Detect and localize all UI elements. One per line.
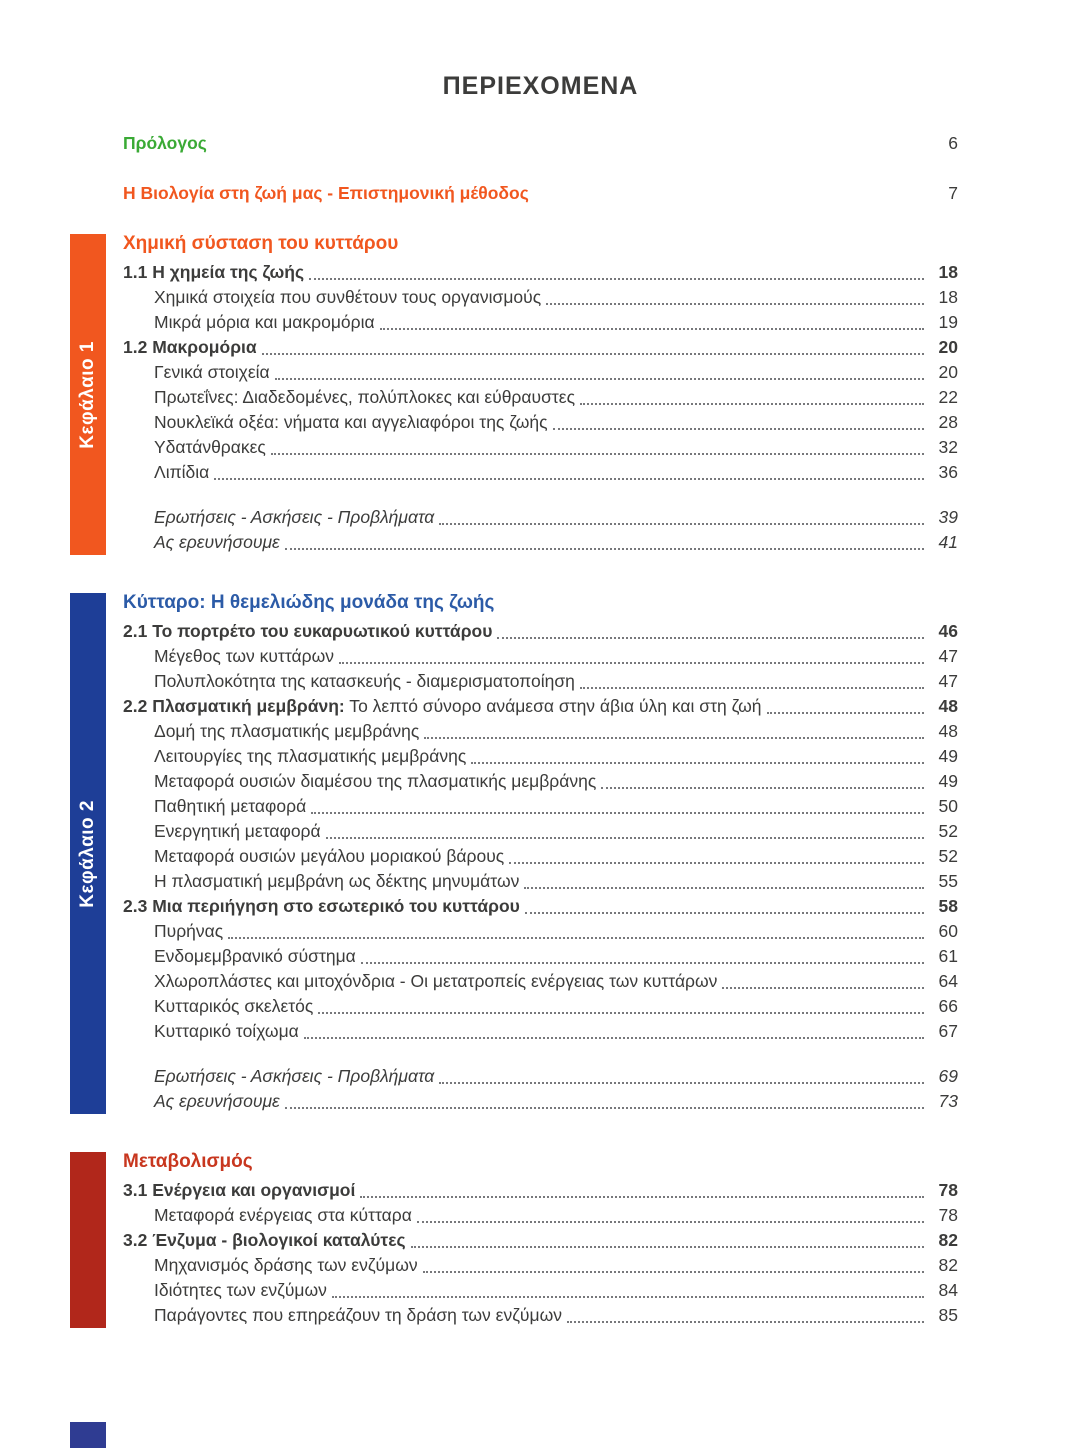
- page-number: 48: [938, 696, 958, 716]
- entry-label: Νουκλεϊκά οξέα: νήματα και αγγελιαφόροι της ζωής: [154, 412, 548, 432]
- toc-entry: [123, 260, 958, 285]
- chapter-heading: Κύτταρο: Η θεμελιώδης μονάδα της ζωής: [123, 592, 495, 613]
- entry-label: Δομή της πλασματικής μεμβράνης: [154, 721, 420, 741]
- toc-entry: [123, 794, 958, 819]
- page-number: 7: [948, 183, 958, 203]
- chapter-bar: [70, 1152, 106, 1328]
- dot-leader: [214, 478, 924, 480]
- dot-leader: [326, 837, 924, 839]
- page-number: 47: [938, 671, 958, 691]
- toc-entry: [123, 310, 958, 335]
- page-number: 78: [938, 1205, 958, 1225]
- entry-label: Παθητική μεταφορά: [154, 796, 307, 816]
- page-number: 49: [938, 771, 958, 791]
- toc-entry: [123, 435, 958, 460]
- dot-leader: [271, 453, 924, 455]
- page-number: 55: [938, 871, 958, 891]
- toc-entry: [123, 1019, 958, 1044]
- page-number: 47: [938, 646, 958, 666]
- entry-label: 3.2 Ένζυμα - βιολογικοί καταλύτες: [123, 1230, 406, 1250]
- entry-label: Ερωτήσεις - Ασκήσεις - Προβλήματα: [154, 507, 435, 527]
- page-number: 60: [938, 921, 958, 941]
- toc-entry: [123, 969, 958, 994]
- page-number: 78: [938, 1180, 958, 1200]
- toc-entry: [123, 1253, 958, 1278]
- dot-leader: [439, 523, 924, 525]
- page-title: ΠΕΡΙΕΧΟΜΕΝΑ: [442, 72, 639, 100]
- page-number: 66: [938, 996, 958, 1016]
- page-number: 39: [938, 507, 958, 527]
- entry-label: 1.1 Η χημεία της ζωής: [123, 262, 305, 282]
- page-number: 64: [938, 971, 958, 991]
- chapter-heading: Μεταβολισμός: [123, 1151, 253, 1172]
- entry-label: Πυρήνας: [154, 921, 224, 941]
- chapter-section: [123, 1150, 958, 1328]
- dot-leader: [439, 1082, 924, 1084]
- entry-label: Μηχανισμός δράσης των ενζύμων: [154, 1255, 418, 1275]
- page-number: 18: [938, 262, 958, 282]
- dot-leader: [318, 1012, 924, 1014]
- dot-leader: [275, 378, 924, 380]
- dot-leader: [380, 328, 924, 330]
- toc-entry: [123, 694, 958, 719]
- page-number: 32: [938, 437, 958, 457]
- toc-entry: [123, 360, 958, 385]
- entry-label: Ας ερευνήσουμε: [154, 532, 280, 552]
- toc-entry: [123, 619, 958, 644]
- entry-label: Μικρά μόρια και μακρομόρια: [154, 312, 375, 332]
- dot-leader: [285, 1107, 924, 1109]
- toc-entry: [123, 669, 958, 694]
- page-number: 20: [938, 337, 958, 357]
- entry-label: Ας ερευνήσουμε: [154, 1091, 280, 1111]
- chapter-heading: Χημική σύσταση του κυττάρου: [123, 233, 399, 254]
- dot-leader: [360, 1196, 924, 1198]
- page-number: 61: [938, 946, 958, 966]
- entry-label: Χλωροπλάστες και μιτοχόνδρια - Οι μετατροπείς ενέργειας των κυττάρων: [154, 971, 718, 991]
- dot-leader: [361, 962, 924, 964]
- toc-entry: [123, 1064, 958, 1089]
- entry-label: Μεταφορά ουσιών μεγάλου μοριακού βάρους: [154, 846, 505, 866]
- dot-leader: [497, 637, 924, 639]
- entry-label: Κυτταρικό τοίχωμα: [154, 1021, 299, 1041]
- page-number: 18: [938, 287, 958, 307]
- toc-entry: [123, 769, 958, 794]
- page-number: 84: [938, 1280, 958, 1300]
- toc-entry: [123, 505, 958, 530]
- chapter-bar-label: Κεφάλαιο 1: [77, 340, 98, 449]
- page-number: 6: [948, 133, 958, 153]
- toc-entry: [123, 1178, 958, 1203]
- toc-entry: [123, 869, 958, 894]
- toc-entry: [123, 181, 958, 206]
- page-number: 41: [938, 532, 958, 552]
- entry-label: Η Βιολογία στη ζωή μας - Επιστημονική μέθοδος: [123, 183, 529, 203]
- toc-entry: [123, 385, 958, 410]
- dot-leader: [228, 937, 924, 939]
- entry-label: Ερωτήσεις - Ασκήσεις - Προβλήματα: [154, 1066, 435, 1086]
- chapter-section: [77, 232, 958, 555]
- chapter-bar: [70, 234, 106, 555]
- dot-leader: [567, 1321, 924, 1323]
- dot-leader: [722, 987, 924, 989]
- dot-leader: [311, 812, 924, 814]
- entry-label: 2.2 Πλασματική μεμβράνη: Το λεπτό σύνορο ανάμεσα στην άβια ύλη και στη ζωή: [123, 696, 762, 716]
- toc-entry: [123, 719, 958, 744]
- entry-label: Ενδομεμβρανικό σύστημα: [154, 946, 356, 966]
- toc-entry: [123, 1228, 958, 1253]
- toc-entry: [123, 1203, 958, 1228]
- entry-label: Υδατάνθρακες: [154, 437, 266, 457]
- toc-entry: [123, 944, 958, 969]
- page-number: 49: [938, 746, 958, 766]
- dot-leader: [601, 787, 924, 789]
- entry-label: Λιπίδια: [154, 462, 210, 482]
- entry-label: 2.1 Το πορτρέτο του ευκαρυωτικού κυττάρου: [123, 621, 493, 641]
- toc-entry: [123, 894, 958, 919]
- dot-leader: [546, 303, 924, 305]
- toc-entry: [123, 131, 958, 156]
- dot-leader: [580, 403, 924, 405]
- entry-label: Μεταφορά ουσιών διαμέσου της πλασματικής μεμβράνης: [154, 771, 597, 791]
- toc-entry: [123, 994, 958, 1019]
- dot-leader: [767, 712, 924, 714]
- page-number: 52: [938, 821, 958, 841]
- toc-entry: [123, 819, 958, 844]
- page-number: 67: [938, 1021, 958, 1041]
- entry-label: Λειτουργίες της πλασματικής μεμβράνης: [154, 746, 467, 766]
- page-number: 46: [938, 621, 958, 641]
- page-number: 82: [938, 1230, 958, 1250]
- toc-entry: [123, 919, 958, 944]
- dot-leader: [411, 1246, 924, 1248]
- page-number: 69: [938, 1066, 958, 1086]
- toc-entry: [123, 1303, 958, 1328]
- toc-chapters: [77, 232, 958, 1328]
- dot-leader: [509, 862, 924, 864]
- toc-entry: [123, 744, 958, 769]
- entry-label: Μέγεθος των κυττάρων: [154, 646, 335, 666]
- chapter-section: [77, 591, 958, 1114]
- page-number: 73: [938, 1091, 958, 1111]
- entry-label: Ιδιότητες των ενζύμων: [154, 1280, 327, 1300]
- toc-entry: [123, 335, 958, 360]
- dot-leader: [423, 1271, 924, 1273]
- toc-front-entries: [123, 131, 958, 206]
- dot-leader: [285, 548, 924, 550]
- dot-leader: [417, 1221, 924, 1223]
- dot-leader: [262, 353, 924, 355]
- dot-leader: [304, 1037, 924, 1039]
- dot-leader: [424, 737, 924, 739]
- dot-leader: [580, 687, 924, 689]
- toc-entry: [123, 844, 958, 869]
- page-number: 48: [938, 721, 958, 741]
- dot-leader: [553, 428, 924, 430]
- page-number: 85: [938, 1305, 958, 1325]
- dot-leader: [525, 912, 924, 914]
- page-number: 50: [938, 796, 958, 816]
- toc-entry: [123, 530, 958, 555]
- page-number: 22: [938, 387, 958, 407]
- entry-label: Κυτταρικός σκελετός: [154, 996, 314, 1016]
- toc-entry: [123, 410, 958, 435]
- toc-entry: [123, 644, 958, 669]
- entry-label: Γενικά στοιχεία: [154, 362, 270, 382]
- chapter-bar: [70, 593, 106, 1114]
- entry-label: Η πλασματική μεμβράνη ως δέκτης μηνυμάτων: [154, 871, 520, 891]
- page-number: 28: [938, 412, 958, 432]
- dot-leader: [339, 662, 924, 664]
- page-number: 52: [938, 846, 958, 866]
- page-number: 82: [938, 1255, 958, 1275]
- entry-label: Πρωτεΐνες: Διαδεδομένες, πολύπλοκες και εύθραυστες: [154, 387, 576, 407]
- entry-label: 1.2 Μακρομόρια: [123, 337, 257, 357]
- chapter-bar-label: Κεφάλαιο 2: [77, 799, 98, 908]
- toc-entry: [123, 1089, 958, 1114]
- toc-entry: [123, 285, 958, 310]
- toc-entry: [123, 460, 958, 485]
- entry-label: Μεταφορά ενέργειας στα κύτταρα: [154, 1205, 412, 1225]
- dot-leader: [524, 887, 924, 889]
- entry-label: Χημικά στοιχεία που συνθέτουν τους οργανισμούς: [154, 287, 542, 307]
- toc-entry: [123, 1278, 958, 1303]
- entry-label: Ενεργητική μεταφορά: [154, 821, 321, 841]
- page-number: 20: [938, 362, 958, 382]
- page-number: 58: [938, 896, 958, 916]
- dot-leader: [309, 278, 924, 280]
- entry-label: Παράγοντες που επηρεάζουν τη δράση των ενζύμων: [154, 1305, 562, 1325]
- dot-leader: [332, 1296, 924, 1298]
- entry-label: 2.3 Μια περιήγηση στο εσωτερικό του κυττάρου: [123, 896, 520, 916]
- entry-label: Πολυπλοκότητα της κατασκευής - διαμερισματοποίηση: [154, 671, 575, 691]
- page-number: 36: [938, 462, 958, 482]
- page-number: 19: [938, 312, 958, 332]
- dot-leader: [471, 762, 924, 764]
- entry-label: Πρόλογος: [123, 133, 207, 153]
- next-chapter-bar: [70, 1422, 106, 1448]
- entry-label: 3.1 Ενέργεια και οργανισμοί: [123, 1180, 356, 1200]
